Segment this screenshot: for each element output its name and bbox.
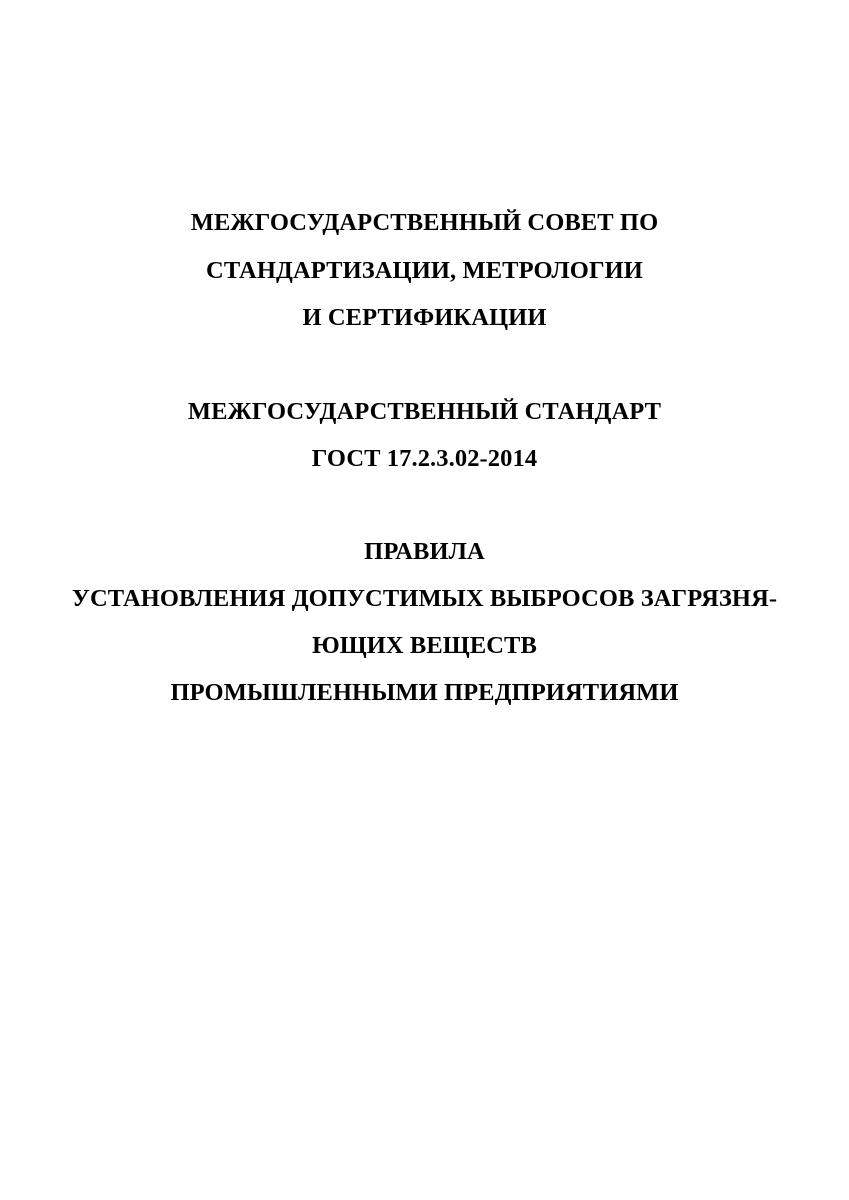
document-title-line-3: ЮЩИХ ВЕЩЕСТВ xyxy=(312,632,537,659)
document-title-line-2: УСТАНОВЛЕНИЯ ДОПУСТИМЫХ ВЫБРОСОВ ЗАГРЯЗНЯ- xyxy=(71,585,778,612)
document-title-line-4: ПРОМЫШЛЕННЫМИ ПРЕДПРИЯТИЯМИ xyxy=(170,679,679,706)
council-name-line-2: СТАНДАРТИЗАЦИИ, МЕТРОЛОГИИ xyxy=(206,257,643,284)
council-name-line-1: МЕЖГОСУДАРСТВЕННЫЙ СОВЕТ ПО xyxy=(190,209,659,236)
standard-number: ГОСТ 17.2.3.02-2014 xyxy=(311,445,538,472)
standard-type: МЕЖГОСУДАРСТВЕННЫЙ СТАНДАРТ xyxy=(187,398,662,425)
council-name-line-3: И СЕРТИФИКАЦИИ xyxy=(302,304,547,331)
document-title-line-1: ПРАВИЛА xyxy=(364,538,485,565)
